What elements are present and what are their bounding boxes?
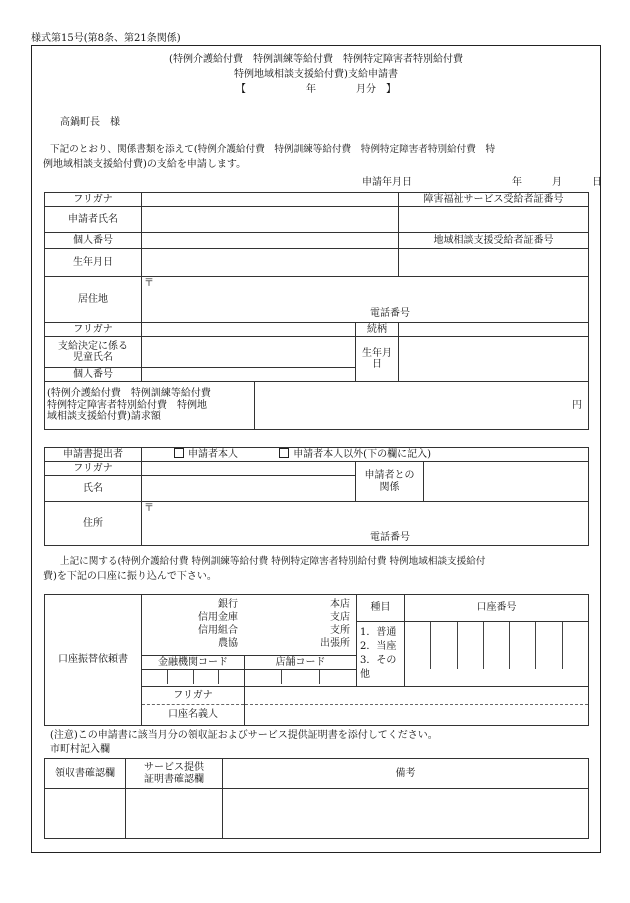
checkbox-icon[interactable] [174,448,184,458]
regional-cert-number-field[interactable] [399,249,589,277]
institution-code-label: 金融機関コード [142,656,244,670]
account-number-label: 口座番号 [405,595,588,622]
applicant-furigana-field[interactable] [142,193,399,207]
submitter-label: 申請書提出者 [45,448,142,462]
branch-code-label: 店舗コード [245,656,356,670]
submitter-furigana-label: フリガナ [45,462,142,476]
receipt-check-field[interactable] [45,789,126,839]
account-kind-cell [357,595,405,687]
receipt-check-label: 領収書確認欄 [45,759,126,789]
submitter-other-option[interactable]: 申請者本人以外(下の欄に記入) [279,449,431,460]
applicant-address-field[interactable] [142,277,589,323]
child-birth-date-field[interactable] [399,337,589,382]
submitter-table [44,447,589,546]
child-personal-number-label: 個人番号 [45,368,142,382]
remarks-label: 備考 [223,759,589,789]
checkbox-icon[interactable] [279,448,289,458]
form-title-line1: (特例介護給付費 特例訓練等給付費 特例特定障害者特別給付費 [169,54,463,65]
submitter-relation-label: 申請者との 関係 [356,462,424,502]
submitter-relation-field[interactable] [424,462,589,502]
intro-line1: 下記のとおり、関係書類を添えて(特例介護給付費 特例訓練等給付費 特例特定障害者特別給付費 特 [50,144,496,155]
account-holder-label-cell [142,687,245,726]
institution-code-cell [142,656,245,687]
application-date: 申請年月日 年 月 日 [362,177,602,188]
child-personal-number-field[interactable] [142,368,356,382]
applicant-address-label: 居住地 [45,277,142,323]
account-number-field[interactable] [405,622,588,669]
municipal-section-title: 市町村記入欄 [50,744,110,755]
branch-code-field[interactable] [245,670,356,684]
child-relation-label: 続柄 [356,323,399,337]
applicant-postal-mark: 〒 [144,278,154,289]
service-cert-label: 障害福祉サービス受給者証番号 [399,193,589,207]
form-title-month: 【 年 月分 】 [236,84,396,95]
service-cert-check-label: サービス提供 証明書確認欄 [126,759,223,789]
submitter-address-field[interactable] [142,502,589,546]
bank-name-field[interactable] [142,595,357,656]
submitter-name-label: 氏名 [45,476,142,502]
bank-type-list: 銀行 信用金庫 信用組合 農協 [198,599,238,649]
claim-amount-label: (特例介護給付費 特例訓練等給付費 特例特定障害者特別給付費 特例地 域相談支援給付費)請求額 [45,382,255,430]
regional-cert-label: 地域相談支援受給者証番号 [399,233,589,249]
bank-table [44,594,589,726]
child-furigana-field[interactable] [142,323,356,337]
service-cert-check-field[interactable] [126,789,223,839]
applicant-table [44,192,589,430]
branch-type-list: 本店 支店 支所 出張所 [320,599,350,649]
attachment-notice: (注意)この申請書に該当月分の領収証およびサービス提供証明書を添付してください。 [50,730,438,741]
applicant-name-field[interactable] [142,207,399,233]
account-number-cell [405,595,589,687]
applicant-birth-date-field[interactable] [142,249,399,277]
applicant-personal-number-field[interactable] [142,233,399,249]
account-kind-options[interactable]: 1．普通 2．当座 3．その他 [360,627,397,680]
transfer-text-line2: 費)を下記の口座に振り込んで下さい。 [43,571,217,582]
child-name-field[interactable] [142,337,356,368]
branch-code-cell [245,656,357,687]
submitter-name-field[interactable] [142,476,356,502]
service-cert-number-field[interactable] [399,207,589,233]
account-kind-label: 種目 [357,595,404,622]
submitter-furigana-field[interactable] [142,462,356,476]
intro-line2: 例地域相談支援給付費)の支給を申請します。 [43,159,247,170]
child-furigana-label: フリガナ [45,323,142,337]
claim-amount-field[interactable] [255,382,589,430]
applicant-name-label: 申請者氏名 [45,207,142,233]
submitter-address-label: 住所 [45,502,142,546]
form-number: 様式第15号(第8条、第21条関係) [31,33,181,44]
submitter-self-option[interactable]: 申請者本人 [174,449,238,460]
account-furigana-label: フリガナ [142,687,244,705]
applicant-furigana-label: フリガナ [45,193,142,207]
child-relation-field[interactable] [399,323,589,337]
submitter-phone-label: 電話番号 [370,532,410,543]
yen-unit: 円 [572,399,583,411]
bank-transfer-label: 口座振替依頼書 [45,595,142,726]
municipal-table [44,758,589,839]
addressee: 高鍋町長 様 [60,117,120,128]
form-title-line2: 特例地域相談支援給付費)支給申請書 [234,69,398,80]
applicant-personal-number-label: 個人番号 [45,233,142,249]
submitter-options [142,448,589,462]
account-holder-label: 口座名義人 [168,709,218,720]
applicant-birth-date-label: 生年月日 [45,249,142,277]
applicant-phone-label: 電話番号 [370,308,410,319]
child-birth-date-label: 生年月日 [356,337,399,382]
remarks-field[interactable] [223,789,589,839]
submitter-postal-mark: 〒 [144,503,154,514]
institution-code-field[interactable] [142,670,244,684]
account-holder-field[interactable] [245,687,589,726]
child-name-label: 支給決定に係る 児童氏名 [45,337,142,368]
transfer-text-line1: 上記に関する(特例介護給付費 特例訓練等給付費 特例特定障害者特別給付費 特例地域相談支援給付 [60,556,486,567]
